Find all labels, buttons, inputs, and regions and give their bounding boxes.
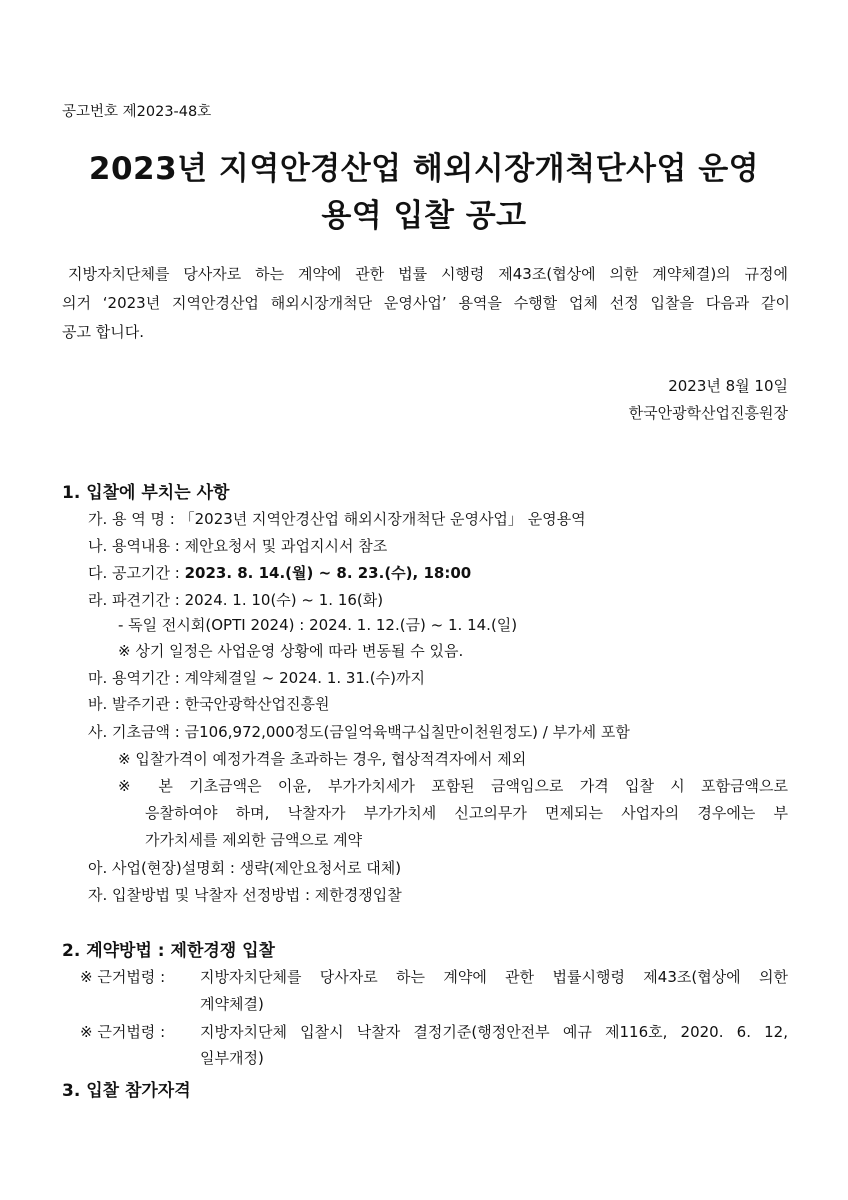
item-a: 아. 사업(현장)설명회 : 생략(제안요청서로 대체) (88, 859, 402, 877)
issuer-name: 한국안광학산업진흥원장 (628, 404, 788, 422)
page-title-line1: 2023년 지역안경산업 해외시장개척단사업 운영 (88, 151, 760, 187)
intro-line3: 공고 합니다. (62, 323, 144, 341)
basis2-line1: 지방자치단체 입찰시 낙찰자 결정기준(행정안전부 예규 제116호, 2020. 6. 12, (200, 1023, 788, 1041)
basis1-line1: 지방자치단체를 당사자로 하는 계약에 관한 법률시행령 제43조(협상에 의한 (200, 968, 788, 986)
item-na: 나. 용역내용 : 제안요청서 및 과업지시서 참조 (88, 537, 388, 555)
item-ba: 바. 발주기관 : 한국안광학산업진흥원 (88, 695, 330, 713)
notice-number: 공고번호 제2023-48호 (62, 104, 212, 120)
item-ja: 자. 입찰방법 및 낙찰자 선정방법 : 제한경쟁입찰 (88, 886, 402, 904)
basis1-label: ※ 근거법령 : (80, 968, 166, 986)
page-title-line2: 용역 입찰 공고 (321, 198, 527, 234)
section2-title: 2. 계약방법 : 제한경쟁 입찰 (62, 941, 275, 961)
intro-line1: 지방자치단체를 당사자로 하는 계약에 관한 법률 시행령 제43조(협상에 의한 계약체결)의 규정에 (68, 265, 788, 283)
item-ra-sub2: ※ 상기 일정은 사업운영 상황에 따라 변동될 수 있음. (118, 642, 464, 660)
item-da-value: 2023. 8. 14.(월) ~ 8. 23.(수), 18:00 (184, 564, 472, 582)
item-sa-sub2-line1: ※ 본 기초금액은 이윤, 부가가치세가 포함된 금액임으로 가격 입찰 시 포함금액으로 (118, 777, 788, 795)
item-ra-sub1: - 독일 전시회(OPTI 2024) : 2024. 1. 12.(금) ~ 1. 14.(일) (118, 616, 518, 634)
notice-date: 2023년 8월 10일 (668, 377, 788, 395)
item-sa-sub1: ※ 입찰가격이 예정가격을 초과하는 경우, 협상적격자에서 제외 (118, 750, 527, 768)
basis1-line2: 계약체결) (200, 995, 264, 1013)
item-ra: 라. 파견기간 : 2024. 1. 10(수) ~ 1. 16(화) (88, 591, 384, 609)
section1-title: 1. 입찰에 부치는 사항 (62, 483, 230, 503)
intro-line2: 의거 ‘2023년 지역안경산업 해외시장개척단 운영사업’ 용역을 수행할 업체 선정 입찰을 다음과 같이 (62, 294, 790, 312)
item-sa: 사. 기초금액 : 금106,972,000정도(금일억육백구십칠만이천원정도) / 부가세 포함 (88, 723, 630, 741)
item-sa-sub2-line3: 가가치세를 제외한 금액으로 계약 (145, 831, 363, 849)
item-sa-sub2-line2: 응찰하여야 하며, 낙찰자가 부가가치세 신고의무가 면제되는 사업자의 경우에는 부 (145, 804, 788, 822)
item-da (88, 562, 471, 583)
basis2-label: ※ 근거법령 : (80, 1023, 166, 1041)
item-ma: 마. 용역기간 : 계약체결일 ~ 2024. 1. 31.(수)까지 (88, 669, 425, 687)
item-da-label: 다. 공고기간 : (88, 564, 185, 582)
basis2-line2: 일부개정) (200, 1049, 264, 1067)
item-ga: 가. 용 역 명 : 「2023년 지역안경산업 해외시장개척단 운영사업」 운영용역 (88, 510, 586, 528)
section3-title: 3. 입찰 참가자격 (62, 1081, 191, 1101)
